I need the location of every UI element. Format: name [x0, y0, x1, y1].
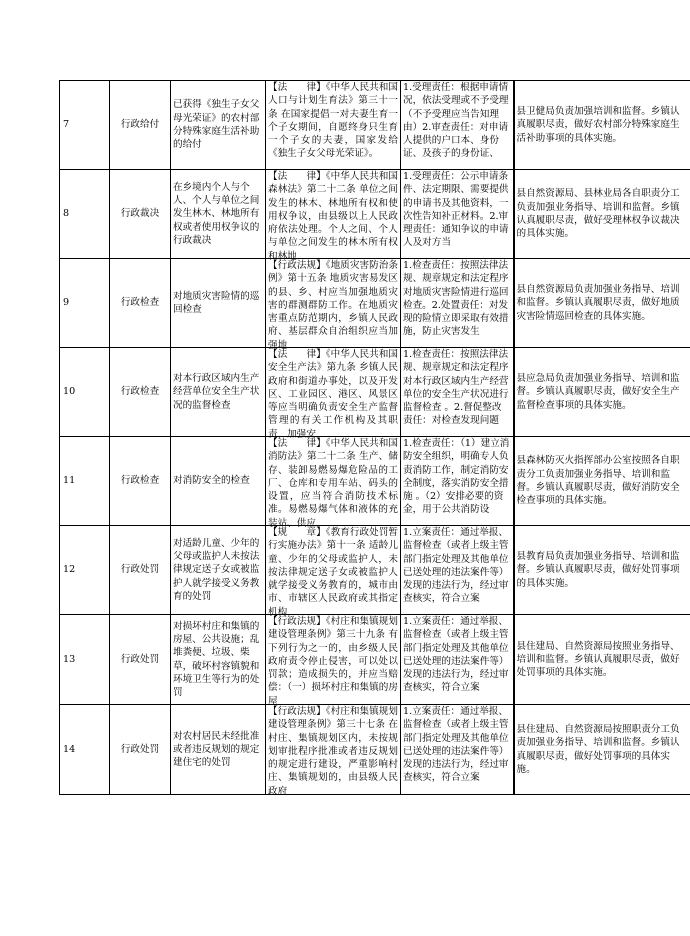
- department-note-cell: [514, 526, 690, 615]
- row-number-cell: [60, 526, 110, 615]
- power-type-cell: [110, 437, 171, 526]
- row-number: 9: [63, 297, 70, 309]
- department-note: 县自然资源局负责加强业务指导、培训和监督。乡镇认真履职尽责，做好地质灾害险情巡回检查的具体实施。: [516, 284, 680, 322]
- item-name: 已获得《独生子女父母光荣证》的农村部分特殊家庭生活补助的给付: [173, 99, 260, 151]
- responsibility-cell: [401, 526, 514, 615]
- legal-basis-cell: [266, 348, 401, 440]
- item-name-cell: [171, 170, 266, 259]
- legal-basis-cell: [266, 705, 401, 795]
- responsibility: 1.检查责任：按照法律法规、规章规定和法定程序对本行政区域内生产经营单位的安全生产状况进行监督检查 。2.督促整改责任：对检查发现问题: [403, 349, 509, 427]
- power-type-cell: [110, 259, 171, 348]
- legal-basis-cell: [266, 437, 401, 529]
- department-note-cell: [514, 615, 690, 705]
- responsibility-cell: [401, 170, 514, 259]
- item-name-cell: [171, 705, 266, 795]
- legal-basis: 【法 律】《中华人民共和国人口与计划生育法》第三十一条 在国家提倡一对夫妻生育一个子女期间，自愿终身只生育一个子女的夫妻，国家发给《独生子女父母光荣证》。: [268, 82, 398, 160]
- table-row: [60, 259, 690, 348]
- responsibility: 1.立案责任：通过举报、监督检查（或者上级主管部门指定处理及其他单位已送处理的违法案件等）发现的违法行为，经过审查核实，符合立案: [403, 706, 509, 784]
- item-name: 对地质灾害险情的巡回检查: [173, 290, 260, 315]
- legal-basis-cell: [266, 615, 401, 705]
- table-row: [60, 615, 690, 705]
- legal-basis: 【行政法规】《村庄和集镇规划建设管理条例》第三十九条 有下列行为之一的，由乡级人民政府责令停止侵害，可以处以罚款；造成损失的，并应当赔偿：（一）损坏村庄和集镇的房屋: [268, 616, 398, 707]
- department-note: 县应急局负责加强业务指导、培训和监督。乡镇认真履职尽责，做好安全生产监督检查事项的具体实施。: [516, 373, 680, 411]
- department-note-cell: [514, 437, 690, 526]
- responsibility: 1.立案责任：通过举报、监督检查（或者上级主管部门指定处理及其他单位已送处理的违法案件等）发现的违法行为，经过审查核实，符合立案: [403, 527, 509, 605]
- department-note: 县教育局负责加强业务指导、培训和监督。乡镇认真履职尽责，做好处罚事项的具体实施。: [516, 551, 680, 589]
- row-number-cell: [60, 259, 110, 348]
- item-name: 对本行政区域内生产经营单位安全生产状况的监督检查: [173, 373, 260, 411]
- department-note-cell: [514, 81, 690, 170]
- responsibility: 1.受理责任：公示申请条件、法定期限、需要提供的申请书及其他资料，一次性告知补正材料。2.审理责任：通知争议的申请人及对方当: [403, 171, 509, 249]
- power-type: 行政处罚: [120, 743, 160, 755]
- power-type: 行政处罚: [120, 564, 160, 576]
- power-type-cell: [110, 615, 171, 705]
- department-note-cell: [514, 259, 690, 348]
- legal-basis: 【法 律】《中华人民共和国消防法》第二十二条 生产、储存、装卸易燃易爆危险品的工厂、仓库和专用车站、码头的设置，应当符合消防技术标准。易燃易爆气体和液体的充装站、供应: [268, 438, 398, 529]
- row-number-cell: [60, 170, 110, 259]
- table-body: [60, 81, 690, 795]
- responsibility: 1.检查责任：（1）建立消防安全组织，明确专人负责消防工作，制定消防安全制度，落实消防安全措施 。（2）安排必要的资金，用于公共消防设: [403, 438, 510, 516]
- row-number-cell: [60, 437, 110, 526]
- table-row: [60, 170, 690, 259]
- department-note: 县卫健局负责加强培训和监督。乡镇认真履职尽责，做好农村部分特殊家庭生活补助事项的具体实施。: [516, 106, 680, 144]
- row-number: 8: [63, 208, 70, 220]
- row-number: 7: [63, 119, 70, 131]
- table-row: [60, 437, 690, 526]
- responsibility-cell: [401, 437, 514, 526]
- item-name-cell: [171, 259, 266, 348]
- table-row: [60, 348, 690, 437]
- item-name-cell: [171, 81, 266, 170]
- item-name: 对消防安全的检查: [173, 475, 250, 487]
- item-name-cell: [171, 526, 266, 615]
- item-name: 对适龄儿童、少年的父母或监护人未按法律规定送子女或被监护人就学接受义务教育的处罚: [173, 537, 260, 602]
- responsibility-cell: [401, 259, 514, 348]
- department-note-cell: [514, 170, 690, 259]
- department-note-cell: [514, 348, 690, 437]
- item-name: 对损坏村庄和集镇的房屋、公共设施；乱堆粪便、垃圾、柴草，破坏村容镇貌和环境卫生等行为的处罚: [173, 620, 260, 699]
- responsibility-cell: [401, 81, 514, 170]
- row-number-cell: [60, 615, 110, 705]
- responsibility: 1.检查责任：按照法律法规、规章规定和法定程序对地质灾害险情进行巡回检查。2.处置责任：对发现的险情立即采取有效措施，防止灾害发生: [403, 260, 509, 338]
- legal-basis: 【行政法规】《地质灾害防治条例》第十五条 地质灾害易发区的县、乡、村应当加强地质灾害的群测群防工作。在地质灾害重点防范期内，乡镇人民政府、基层群众自治组织应当加强地: [268, 260, 398, 351]
- row-number-cell: [60, 81, 110, 170]
- item-name-cell: [171, 348, 266, 437]
- legal-basis: 【法 律】《中华人民共和国安全生产法》第九条 乡镇人民政府和街道办事处，以及开发区、工业园区、港区、风景区等应当明确负责安全生产监督管理的有关工作机构及其职责，加强安: [268, 349, 398, 440]
- item-name: 在乡境内个人与个人、个人与单位之间发生林木、林地所有权或者使用权争议的行政裁决: [173, 181, 260, 246]
- responsibility-table: [59, 80, 680, 877]
- responsibility-cell: [401, 348, 514, 437]
- row-number: 11: [63, 475, 76, 487]
- power-type: 行政检查: [120, 386, 160, 398]
- row-number-cell: [60, 705, 110, 795]
- row-number: 12: [63, 564, 76, 576]
- legal-basis-cell: [266, 259, 401, 351]
- power-type: 行政裁决: [120, 208, 160, 220]
- responsibility: 1.受理责任：根据申请情况，依法受理或不予受理（不予受理应当告知理由）2.审查责任：对申请人提供的户口本、身份证、及孩子的身份证、: [403, 82, 509, 160]
- department-note: 县森林防灭火指挥部办公室按照各自职责分工负责加强业务指导、培训和监督。乡镇认真履职尽责，做好消防安全检查事项的具体实施。: [516, 455, 680, 507]
- legal-basis: 【规 章】《教育行政处罚暂行实施办法》第十一条 适龄儿童、少年的父母或监护人，未按法律规定送子女或被监护人就学接受义务教育的，城市由市、市辖区人民政府或其指定机构，: [268, 527, 398, 618]
- responsibility-cell: [401, 615, 514, 705]
- legal-basis-cell: [266, 81, 401, 170]
- power-type-cell: [110, 81, 171, 170]
- item-name-cell: [171, 437, 266, 526]
- legal-basis-cell: [266, 526, 401, 618]
- legal-basis: 【行政法规】《村庄和集镇规划建设管理条例》第三十七条 在村庄、集镇规划区内，未按规划审批程序批准或者违反规划的规定进行建设，严重影响村庄、集镇规划的，由县级人民政府: [268, 706, 398, 797]
- item-name-cell: [171, 615, 266, 705]
- power-type-cell: [110, 348, 171, 437]
- power-type-cell: [110, 170, 171, 259]
- power-type: 行政检查: [120, 475, 160, 487]
- row-number-cell: [60, 348, 110, 437]
- table-row: [60, 705, 690, 795]
- row-number: 13: [63, 653, 76, 665]
- department-note: 县自然资源局、县林业局各自职责分工负责加强业务指导、培训和监督。乡镇认真履职尽责，做好受理林权争议裁决的具体实施。: [516, 188, 680, 240]
- table-row: [60, 526, 690, 615]
- item-name: 对农村居民未经批准或者违反规划的规定建住宅的处罚: [173, 730, 260, 769]
- department-note: 县住建局、自然资源局按照职责分工负责加强业务指导、培训和监督。乡镇认真履职尽责，做好处罚事项的具体实施。: [516, 723, 680, 775]
- legal-basis: 【法 律】《中华人民共和国森林法》第二十二条 单位之间发生的林木、林地所有权和使用权争议，由县级以上人民政府依法处理。个人之间、个人与单位之间发生的林木所有权和林地: [268, 171, 398, 262]
- legal-basis-cell: [266, 170, 401, 262]
- responsibility: 1.立案责任：通过举报、监督检查（或者上级主管部门指定处理及其他单位已送处理的违法案件等）发现的违法行为，经过审查核实，符合立案: [403, 616, 509, 694]
- power-type: 行政检查: [120, 297, 160, 309]
- row-number: 10: [63, 386, 76, 398]
- department-note: 县住建局、自然资源局按照业务指导、培训和监督。乡镇认真履职尽责，做好处罚事项的具体实施。: [516, 640, 680, 679]
- table-row: [60, 81, 690, 170]
- power-type-cell: [110, 705, 171, 795]
- power-type: 行政处罚: [120, 653, 160, 665]
- power-type: 行政给付: [120, 119, 160, 131]
- responsibility-cell: [401, 705, 514, 795]
- power-type-cell: [110, 526, 171, 615]
- row-number: 14: [63, 743, 76, 755]
- table: [59, 80, 690, 795]
- department-note-cell: [514, 705, 690, 795]
